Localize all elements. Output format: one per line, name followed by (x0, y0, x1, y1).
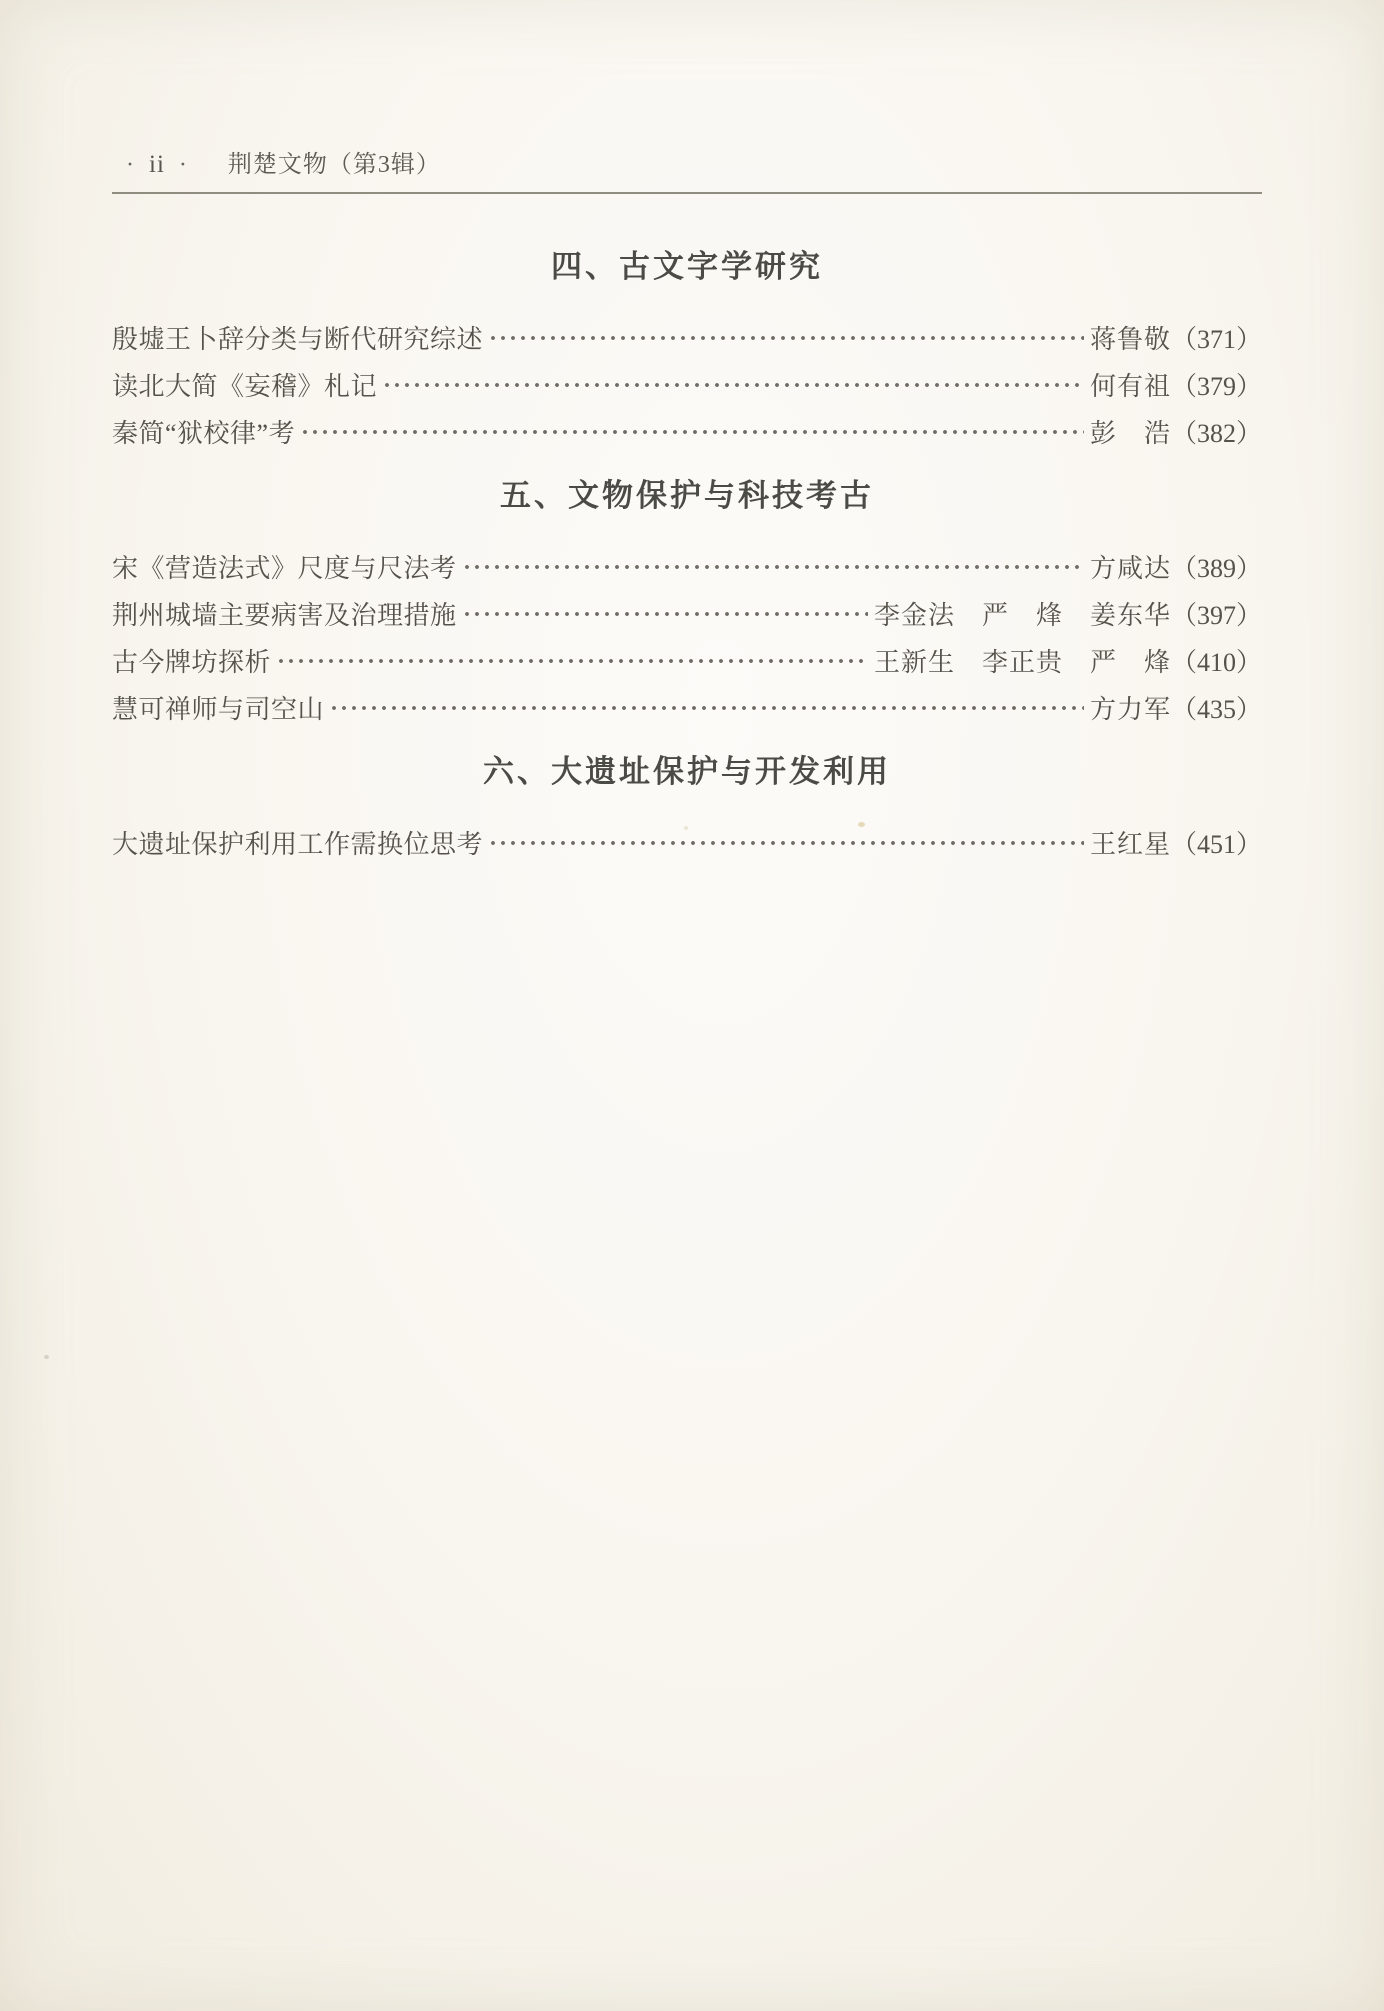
dot-leader (460, 601, 868, 627)
entry-title: 秦简“狱校律”考 (112, 419, 296, 448)
section-5 (112, 479, 1262, 731)
entry-page-number: （451） (1170, 830, 1262, 859)
entry-title: 殷墟王卜辞分类与断代研究综述 (112, 325, 484, 354)
entry-authors: 王红星 (1089, 830, 1171, 859)
toc-entry (112, 314, 1262, 361)
section-heading: 四、古文字学研究 (551, 249, 823, 284)
toc-entry (112, 684, 1262, 731)
toc-page (0, 0, 1384, 866)
section-heading: 六、大遗址保护与开发利用 (483, 754, 891, 789)
toc-entry (112, 408, 1262, 455)
entry-authors: 何有祖 (1089, 372, 1171, 401)
entry-authors: 方咸达 (1089, 554, 1171, 583)
section-4 (112, 250, 1262, 455)
dot-leader (274, 648, 868, 674)
entry-authors: 彭 浩 (1089, 419, 1171, 448)
entry-authors: 李金法 严 烽 姜东华 (873, 601, 1171, 630)
entry-page-number: （379） (1170, 372, 1262, 401)
entry-page-number: （382） (1170, 419, 1262, 448)
entry-page-number: （371） (1170, 325, 1262, 354)
folio-left-dot: · (126, 152, 135, 178)
folio-number: ii (149, 151, 165, 178)
entry-title: 荆州城墙主要病害及治理措施 (112, 601, 457, 630)
entry-page-number: （397） (1170, 601, 1262, 630)
dot-leader (460, 554, 1084, 580)
dot-leader (486, 325, 1084, 351)
toc-entry (112, 637, 1262, 684)
entry-title: 古今牌坊探析 (112, 648, 272, 677)
entry-page-number: （435） (1170, 695, 1262, 724)
section-6 (112, 755, 1262, 866)
running-head-rule (112, 192, 1262, 194)
dot-leader (298, 419, 1084, 445)
running-head (112, 144, 1262, 179)
dot-leader (380, 372, 1084, 398)
entry-title: 宋《营造法式》尺度与尺法考 (112, 554, 457, 583)
dot-leader (486, 830, 1084, 856)
toc-entry (112, 819, 1262, 866)
toc-entry (112, 590, 1262, 637)
toc-entry (112, 361, 1262, 408)
entry-title: 读北大简《妄稽》札记 (112, 372, 378, 401)
running-head-book-title: 荆楚文物（第3辑） (227, 152, 441, 178)
section-heading: 五、文物保护与科技考古 (500, 478, 874, 513)
entry-page-number: （410） (1170, 648, 1262, 677)
entry-authors: 方力军 (1089, 695, 1171, 724)
paper-speck (44, 1355, 49, 1359)
entry-authors: 王新生 李正贵 严 烽 (873, 648, 1171, 677)
toc-entry (112, 543, 1262, 590)
dot-leader (327, 695, 1084, 721)
entry-authors: 蒋鲁敬 (1089, 325, 1171, 354)
entry-title: 大遗址保护利用工作需换位思考 (112, 830, 484, 859)
entry-page-number: （389） (1170, 554, 1262, 583)
entry-title: 慧可禅师与司空山 (112, 695, 325, 724)
folio-right-dot: · (178, 152, 188, 178)
